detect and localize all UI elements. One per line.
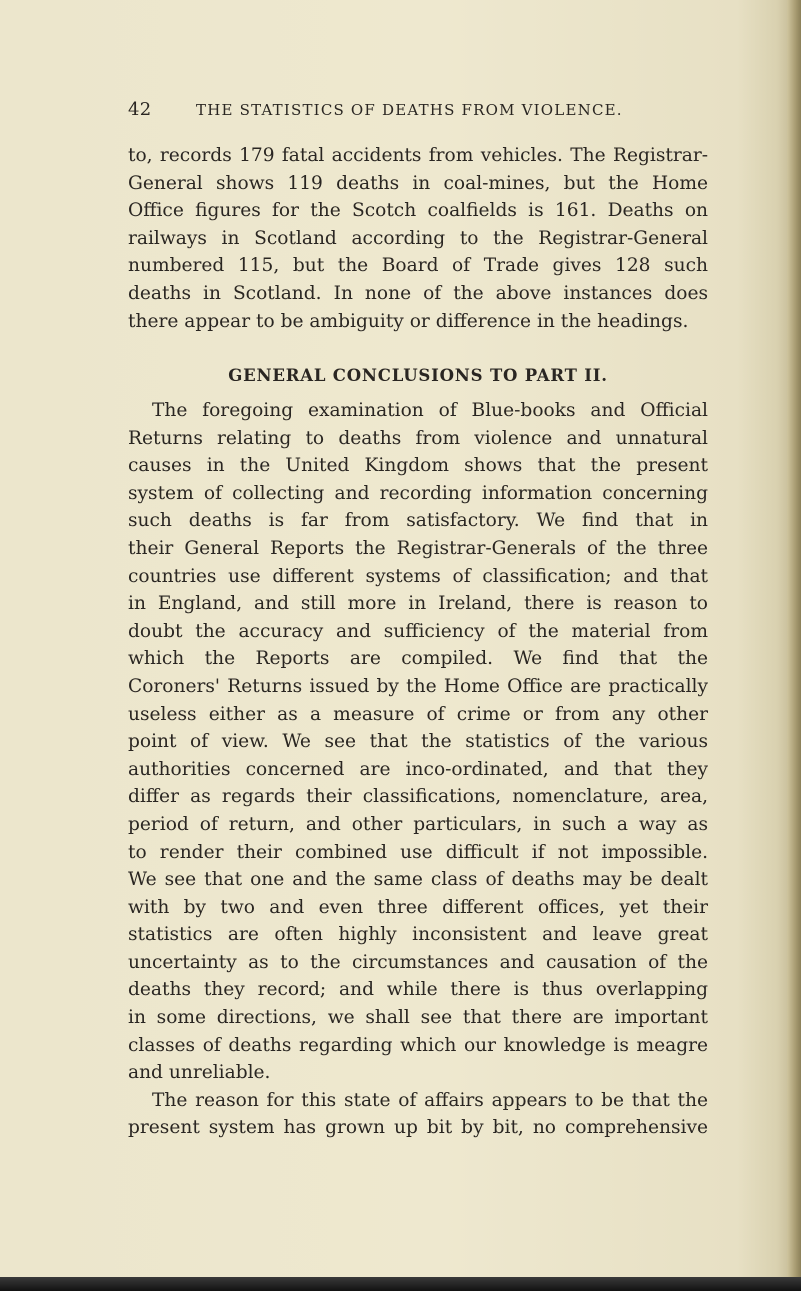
- text-line: classes of deaths regarding which our knowledge is meagre: [128, 1034, 708, 1056]
- text-line: doubt the accuracy and sufficiency of the material from: [128, 620, 708, 642]
- text-line: useless either as a measure of crime or from any other: [128, 703, 708, 725]
- text-line: with by two and even three different offices, yet their: [128, 896, 708, 918]
- text-line: uncertainty as to the circumstances and causation of the: [128, 951, 708, 973]
- page-number: 42: [128, 99, 152, 120]
- running-header: [128, 99, 648, 125]
- text-line: their General Reports the Registrar-Generals of the three: [128, 537, 708, 559]
- page-bottom-edge: [0, 1277, 801, 1291]
- text-line: Coroners' Returns issued by the Home Office are practically: [128, 675, 708, 697]
- page-edge: [787, 0, 801, 1291]
- section-heading: GENERAL CONCLUSIONS TO PART II.: [228, 366, 608, 385]
- text-line: in England, and still more in Ireland, there is reason to: [128, 593, 708, 615]
- text-line: Office figures for the Scotch coalfields is 161. Deaths on: [128, 200, 708, 222]
- text-line: in some directions, we shall see that there are important: [128, 1007, 708, 1029]
- text-line: General shows 119 deaths in coal-mines, but the Home: [128, 172, 708, 194]
- text-line: statistics are often highly inconsistent and leave great: [128, 924, 708, 946]
- text-line: to, records 179 fatal accidents from vehicles. The Registrar-: [128, 145, 708, 166]
- conclusions-text: [128, 397, 708, 1142]
- text-line: to render their combined use difficult if not impossible.: [128, 841, 708, 863]
- intro-paragraph: [128, 142, 708, 335]
- text-line: and unreliable.: [128, 1062, 271, 1084]
- text-line: present system has grown up bit by bit, no comprehensive: [128, 1117, 708, 1139]
- text-line: countries use different systems of classification; and that: [128, 565, 708, 587]
- running-title: THE STATISTICS OF DEATHS FROM VIOLENCE.: [196, 101, 623, 119]
- text-line: deaths they record; and while there is thus overlapping: [128, 979, 708, 1001]
- text-line: deaths in Scotland. In none of the above instances does: [128, 282, 708, 304]
- text-line: We see that one and the same class of deaths may be dealt: [128, 869, 708, 891]
- text-line: numbered 115, but the Board of Trade gives 128 such: [128, 255, 708, 277]
- text-line: differ as regards their classifications, nomenclature, area,: [128, 786, 708, 808]
- text-line: such deaths is far from satisfactory. We find that in: [128, 510, 708, 532]
- text-line: there appear to be ambiguity or difference in the headings.: [128, 310, 689, 332]
- text-line: which the Reports are compiled. We find that the: [128, 648, 708, 670]
- text-line: causes in the United Kingdom shows that the present: [128, 455, 708, 477]
- text-line: point of view. We see that the statistics of the various: [128, 731, 708, 753]
- text-line: railways in Scotland according to the Registrar-General: [128, 227, 708, 249]
- text-line: The foregoing examination of Blue-books and Official: [152, 400, 708, 421]
- text-line: Returns relating to deaths from violence and unnatural: [128, 427, 708, 449]
- text-line: authorities concerned are inco-ordinated, and that they: [128, 758, 708, 780]
- text-line: period of return, and other particulars, in such a way as: [128, 813, 708, 835]
- text-line: system of collecting and recording information concerning: [128, 482, 708, 504]
- text-line: The reason for this state of affairs appears to be that the: [152, 1089, 708, 1111]
